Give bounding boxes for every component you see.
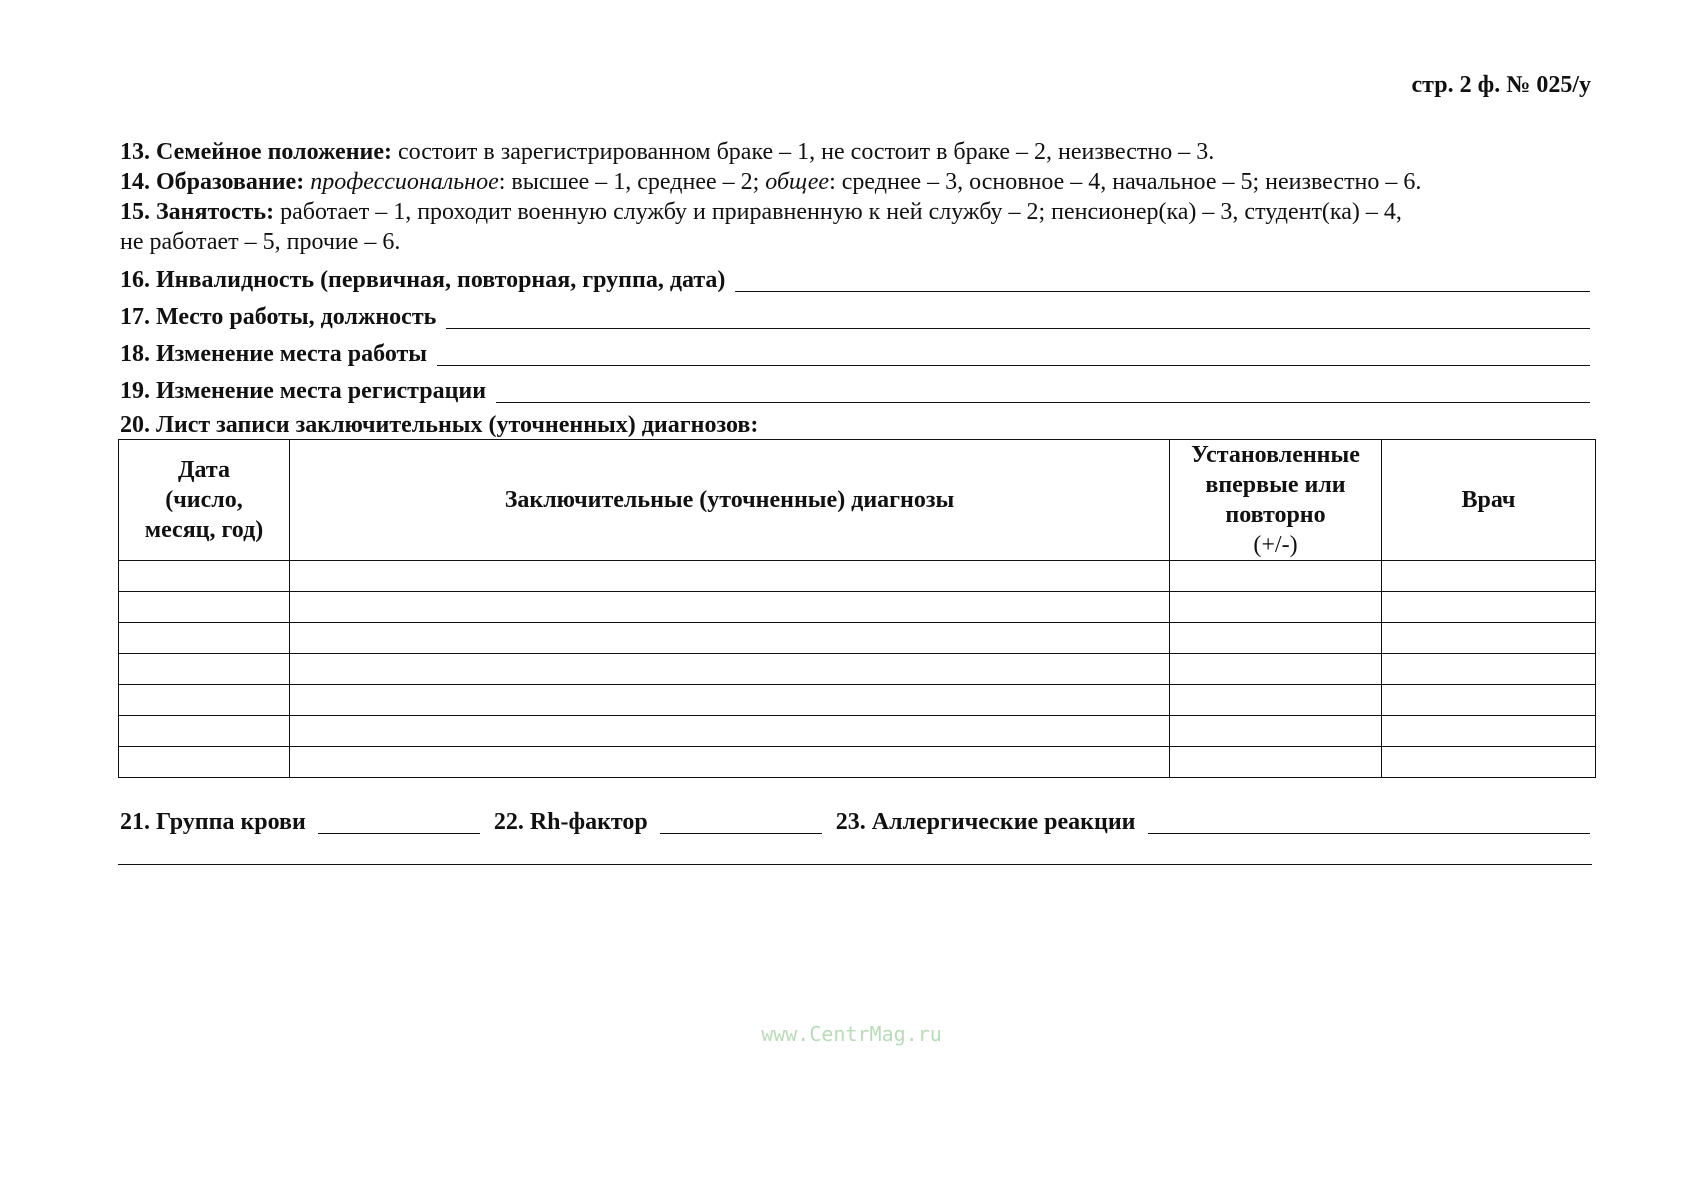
date-header-line-3: месяц, год) bbox=[144, 517, 264, 543]
item-21-label: 21. Группа крови bbox=[120, 809, 306, 835]
cell-doctor[interactable] bbox=[1382, 592, 1596, 623]
cell-doctor[interactable] bbox=[1382, 685, 1596, 716]
form-content bbox=[120, 137, 1590, 865]
cell-date[interactable] bbox=[119, 685, 290, 716]
cell-diagnosis[interactable] bbox=[290, 747, 1170, 778]
cell-doctor[interactable] bbox=[1382, 716, 1596, 747]
item-23-label: 23. Аллергические реакции bbox=[835, 809, 1136, 835]
item-15-continuation: не работает – 5, прочие – 6. bbox=[120, 229, 401, 255]
cell-date[interactable] bbox=[119, 623, 290, 654]
cell-diagnosis[interactable] bbox=[290, 561, 1170, 592]
item-13-marital-status bbox=[120, 137, 1590, 167]
item-23-continuation-line[interactable] bbox=[118, 864, 1592, 865]
cell-date[interactable] bbox=[119, 592, 290, 623]
table-row bbox=[119, 716, 1596, 747]
item-16-disability bbox=[120, 266, 1590, 294]
table-row bbox=[119, 747, 1596, 778]
item-20-label: 20. Лист записи заключительных (уточненных) диагнозов: bbox=[120, 412, 759, 438]
item-13-label: 13. Семейное положение: bbox=[120, 139, 393, 165]
item-22-label: 22. Rh-фактор bbox=[493, 809, 648, 835]
item-17-workplace bbox=[120, 303, 1590, 331]
item-14-general: общее bbox=[765, 169, 830, 195]
established-header-line-2: впервые или bbox=[1205, 472, 1346, 498]
cell-established[interactable] bbox=[1170, 716, 1382, 747]
table-row bbox=[119, 685, 1596, 716]
cell-diagnosis[interactable] bbox=[290, 592, 1170, 623]
cell-established[interactable] bbox=[1170, 654, 1382, 685]
item-23-allergic-reactions-field[interactable] bbox=[1148, 811, 1591, 834]
cell-date[interactable] bbox=[119, 561, 290, 592]
item-14-professional: профессиональное bbox=[310, 169, 499, 195]
items-21-23-row bbox=[120, 806, 1590, 836]
established-header-line-3: повторно bbox=[1225, 502, 1326, 528]
item-14-education bbox=[120, 167, 1590, 197]
date-header-line-2: (число, bbox=[165, 487, 243, 513]
column-header-established bbox=[1170, 440, 1382, 561]
item-18-blank-field[interactable] bbox=[437, 343, 1590, 366]
item-14-text-b: : среднее – 3, основное – 4, начальное – 5; неизвестно – 6. bbox=[829, 169, 1422, 195]
table-row bbox=[119, 561, 1596, 592]
diagnoses-table-header bbox=[119, 440, 1596, 561]
watermark-text: www.CentrMag.ru bbox=[761, 1022, 942, 1046]
item-18-workplace-change bbox=[120, 340, 1590, 368]
item-17-label: 17. Место работы, должность bbox=[120, 304, 437, 330]
cell-established[interactable] bbox=[1170, 747, 1382, 778]
cell-established[interactable] bbox=[1170, 685, 1382, 716]
item-16-label: 16. Инвалидность (первичная, повторная, группа, дата) bbox=[120, 267, 726, 293]
item-19-blank-field[interactable] bbox=[496, 380, 1590, 403]
cell-doctor[interactable] bbox=[1382, 747, 1596, 778]
cell-established[interactable] bbox=[1170, 561, 1382, 592]
cell-doctor[interactable] bbox=[1382, 561, 1596, 592]
cell-diagnosis[interactable] bbox=[290, 654, 1170, 685]
cell-doctor[interactable] bbox=[1382, 654, 1596, 685]
diagnoses-table bbox=[118, 439, 1596, 778]
table-row bbox=[119, 623, 1596, 654]
item-13-text: состоит в зарегистрированном браке – 1, не состоит в браке – 2, неизвестно – 3. bbox=[392, 139, 1215, 165]
date-header-line-1: Дата bbox=[178, 457, 230, 483]
item-21-blood-group-field[interactable] bbox=[318, 811, 480, 834]
cell-diagnosis[interactable] bbox=[290, 623, 1170, 654]
column-header-diagnoses: Заключительные (уточненные) диагнозы bbox=[290, 440, 1170, 561]
item-15-label: 15. Занятость: bbox=[120, 199, 275, 225]
table-row bbox=[119, 654, 1596, 685]
cell-date[interactable] bbox=[119, 747, 290, 778]
column-header-doctor: Врач bbox=[1382, 440, 1596, 561]
established-header-line-1: Установленные bbox=[1191, 442, 1360, 468]
item-15-text: работает – 1, проходит военную службу и приравненную к ней службу – 2; пенсионер(ка) – 3, студент(ка) – 4, bbox=[274, 199, 1402, 225]
cell-date[interactable] bbox=[119, 716, 290, 747]
cell-diagnosis[interactable] bbox=[290, 716, 1170, 747]
item-16-blank-field[interactable] bbox=[735, 269, 1590, 292]
cell-established[interactable] bbox=[1170, 592, 1382, 623]
cell-established[interactable] bbox=[1170, 623, 1382, 654]
item-18-label: 18. Изменение места работы bbox=[120, 341, 428, 367]
item-14-label: 14. Образование: bbox=[120, 169, 305, 195]
established-header-line-4: (+/-) bbox=[1253, 532, 1298, 558]
item-17-blank-field[interactable] bbox=[446, 306, 1590, 329]
table-row bbox=[119, 592, 1596, 623]
cell-doctor[interactable] bbox=[1382, 623, 1596, 654]
item-15-employment bbox=[120, 197, 1590, 227]
item-19-label: 19. Изменение места регистрации bbox=[120, 378, 487, 404]
item-22-rh-factor-field[interactable] bbox=[660, 811, 822, 834]
item-14-text-a: : высшее – 1, среднее – 2; bbox=[498, 169, 766, 195]
item-19-registration-change bbox=[120, 377, 1590, 405]
cell-diagnosis[interactable] bbox=[290, 685, 1170, 716]
column-header-date bbox=[119, 440, 290, 561]
form-page-reference: стр. 2 ф. № 025/у bbox=[1411, 72, 1591, 98]
cell-date[interactable] bbox=[119, 654, 290, 685]
